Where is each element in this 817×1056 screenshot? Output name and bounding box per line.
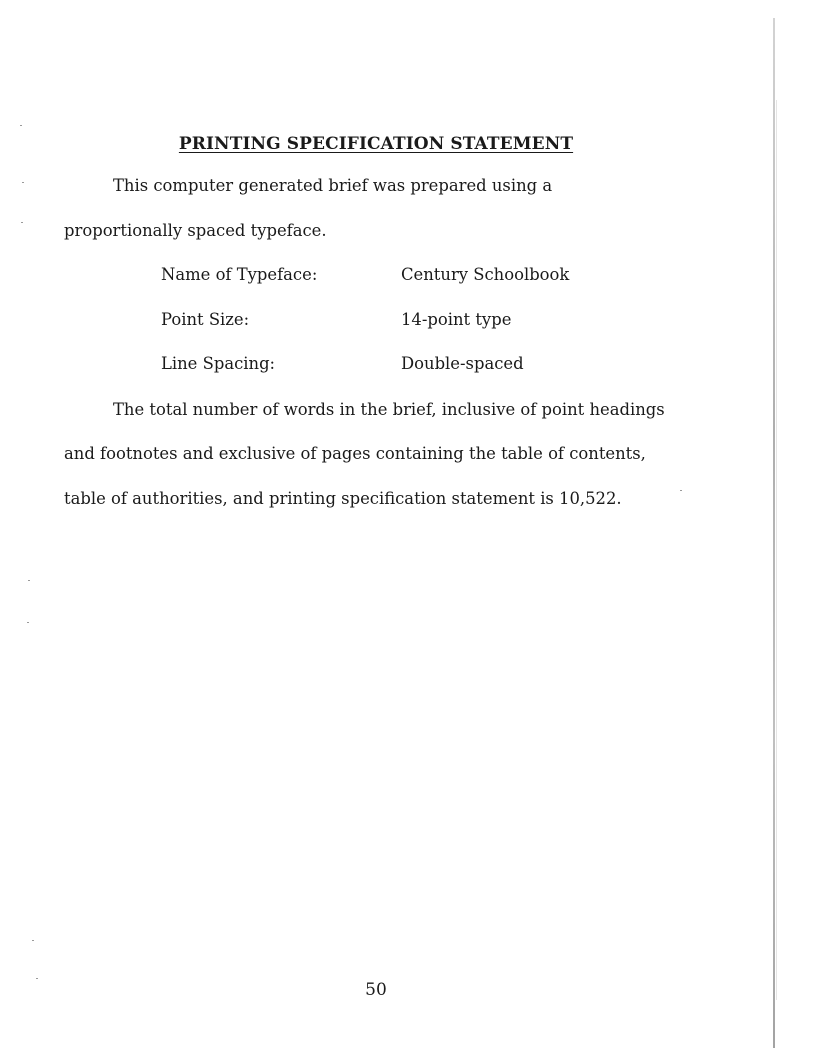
spec-label: Name of Typeface: <box>161 265 318 284</box>
intro-line-1: This computer generated brief was prepared using a <box>113 176 553 195</box>
scan-speck <box>32 940 34 941</box>
spec-value: Double-spaced <box>401 354 524 373</box>
scan-edge-line <box>773 18 775 1048</box>
page-number: 50 <box>365 980 387 1000</box>
scan-edge-shadow <box>776 100 777 1000</box>
word-count-line-3: table of authorities, and printing specification statement is 10,522. <box>64 489 622 508</box>
spec-value: 14-point type <box>401 310 512 329</box>
spec-label: Line Spacing: <box>161 354 276 373</box>
scan-speck <box>680 490 682 491</box>
page-title: PRINTING SPECIFICATION STATEMENT <box>178 134 574 154</box>
spec-label: Point Size: <box>161 310 250 329</box>
word-count-line-1: The total number of words in the brief, inclusive of point headings <box>113 400 665 419</box>
scan-speck <box>36 978 38 979</box>
spec-value: Century Schoolbook <box>401 265 570 284</box>
scan-speck <box>27 622 29 623</box>
word-count-line-2: and footnotes and exclusive of pages containing the table of contents, <box>64 444 646 463</box>
scan-speck <box>21 222 23 223</box>
scan-speck <box>28 580 30 581</box>
intro-line-2: proportionally spaced typeface. <box>64 221 327 240</box>
scan-speck <box>22 182 24 183</box>
scan-speck <box>20 125 22 126</box>
